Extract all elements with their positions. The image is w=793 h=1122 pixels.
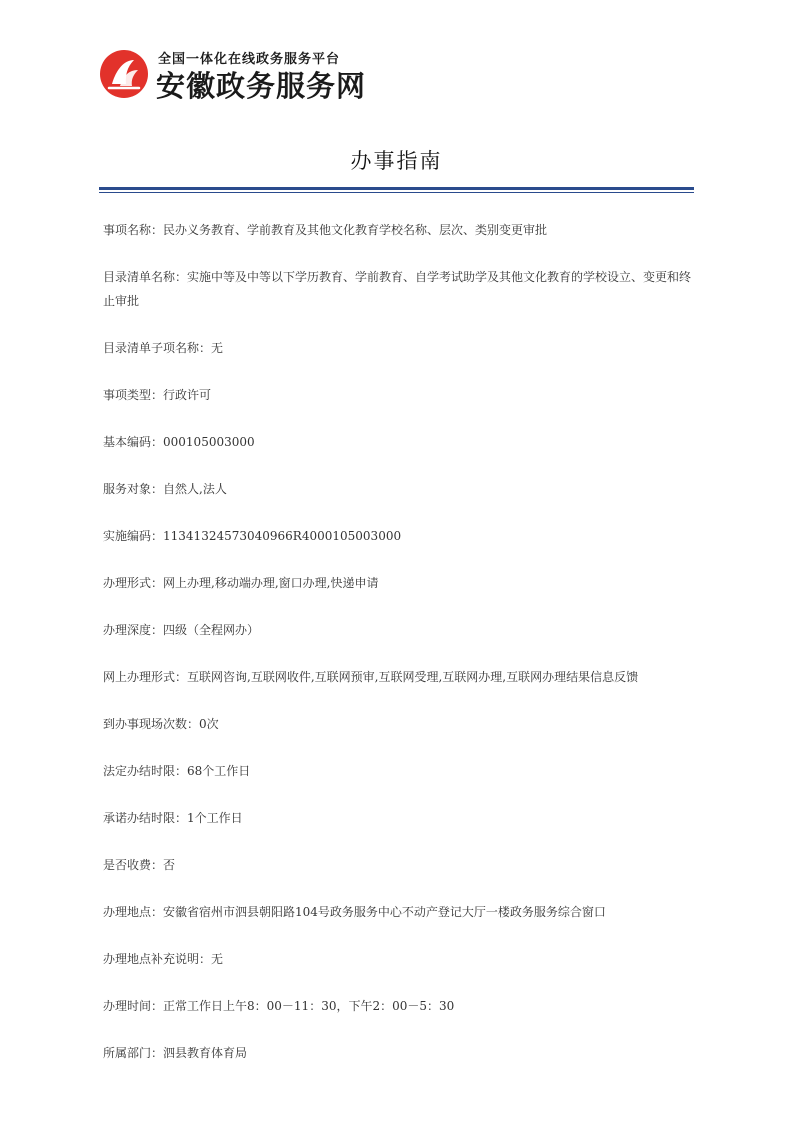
guide-field-row [103, 712, 693, 736]
field-value: 无 [211, 952, 224, 966]
field-value: 行政许可 [163, 388, 212, 402]
field-label: 事项名称： [103, 223, 164, 237]
guide-field-row [103, 383, 693, 407]
guide-field-row [103, 665, 693, 689]
guide-field-row [103, 336, 693, 360]
title-divider-thin [99, 192, 694, 193]
site-name: 安徽政务服务网 [156, 69, 367, 103]
field-value: 实施中等及中等以下学历教育、学前教育、自学考试助学及其他文化教育的学校设立、变更和终止审批 [103, 270, 692, 308]
platform-subtitle: 全国一体化在线政务服务平台 [158, 52, 341, 67]
anhui-gov-service-logo-icon [98, 48, 150, 100]
field-label: 实施编码： [103, 529, 164, 543]
guide-field-row [103, 1041, 693, 1065]
guide-field-row [103, 524, 693, 548]
field-value: 正常工作日上午8：00－11：30，下午2：00－5：30 [163, 999, 455, 1013]
guide-field-row [103, 806, 693, 830]
field-label: 法定办结时限： [103, 764, 188, 778]
guide-field-row [103, 265, 693, 313]
field-value: 网上办理,移动端办理,窗口办理,快递申请 [163, 576, 379, 590]
field-value: 11341324573040966R4000105003000 [163, 529, 402, 543]
field-label: 承诺办结时限： [103, 811, 188, 825]
guide-field-list [103, 218, 693, 1088]
field-label: 办理形式： [103, 576, 164, 590]
field-value: 泗县教育体育局 [163, 1046, 248, 1060]
field-value: 无 [211, 341, 224, 355]
field-label: 基本编码： [103, 435, 164, 449]
field-label: 服务对象： [103, 482, 164, 496]
field-value: 000105003000 [163, 435, 255, 449]
title-divider-thick [99, 187, 694, 190]
guide-field-row [103, 477, 693, 501]
field-label: 是否收费： [103, 858, 164, 872]
guide-field-row [103, 430, 693, 454]
field-value: 否 [163, 858, 176, 872]
field-label: 事项类型： [103, 388, 164, 402]
field-label: 到办事现场次数： [103, 717, 200, 731]
guide-field-row [103, 994, 693, 1018]
guide-field-row [103, 900, 693, 924]
field-label: 网上办理形式： [103, 670, 188, 684]
guide-field-row [103, 218, 693, 242]
field-label: 办理地点： [103, 905, 164, 919]
field-value: 68个工作日 [187, 764, 251, 778]
guide-field-row [103, 618, 693, 642]
field-label: 办理深度： [103, 623, 164, 637]
guide-field-row [103, 759, 693, 783]
field-label: 目录清单子项名称： [103, 341, 212, 355]
page-title: 办事指南 [350, 149, 443, 173]
field-value: 安徽省宿州市泗县朝阳路104号政务服务中心不动产登记大厅一楼政务服务综合窗口 [163, 905, 606, 919]
field-label: 办理地点补充说明： [103, 952, 212, 966]
field-value: 四级（全程网办） [163, 623, 260, 637]
field-value: 1个工作日 [187, 811, 243, 825]
field-value: 0次 [199, 717, 219, 731]
field-value: 民办义务教育、学前教育及其他文化教育学校名称、层次、类别变更审批 [163, 223, 548, 237]
site-header [98, 42, 398, 102]
field-label: 办理时间： [103, 999, 164, 1013]
field-label: 所属部门： [103, 1046, 164, 1060]
field-value: 自然人,法人 [163, 482, 227, 496]
guide-field-row [103, 853, 693, 877]
field-label: 目录清单名称： [103, 270, 188, 284]
guide-field-row [103, 571, 693, 595]
guide-field-row [103, 947, 693, 971]
field-value: 互联网咨询,互联网收件,互联网预审,互联网受理,互联网办理,互联网办理结果信息反馈 [187, 670, 639, 684]
